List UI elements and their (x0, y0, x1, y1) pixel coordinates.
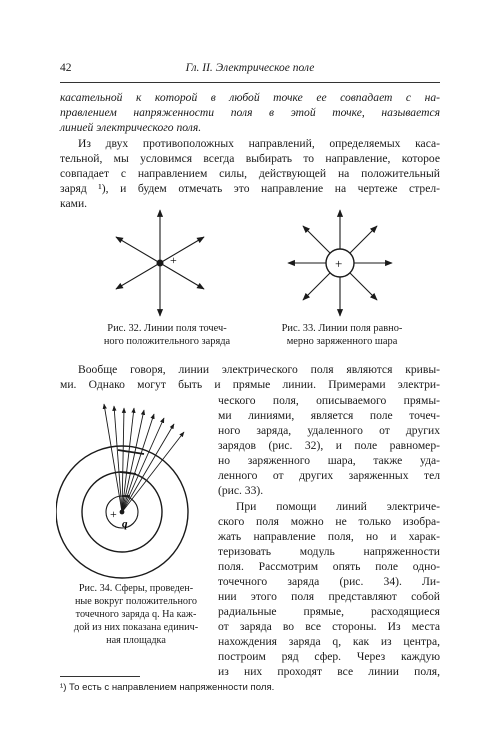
text-line: Вообще говоря, линии электрического поля являются кривы- (78, 363, 440, 376)
text-line: поля. Рассмотрим опять поле одно- (218, 560, 440, 573)
figure-32-point-charge-field (100, 208, 220, 320)
text-line: из них проходят все линии поля, (218, 665, 440, 678)
text-line: теризовать модуль напряженности (218, 545, 440, 558)
charge-sign: + (170, 253, 177, 267)
page-number: 42 (60, 62, 72, 74)
running-title: Гл. II. Электрическое поле (185, 62, 315, 74)
figure-32-caption: Рис. 32. Линии поля точеч- ного положительного заряда (103, 323, 231, 347)
text-line: При помощи линий электриче- (236, 500, 440, 513)
text-line: ми линиями, является поле точеч- (218, 409, 440, 422)
text-line: от заряда во все стороны. Из места (218, 620, 440, 633)
text-line: но заряженного шара, также уда- (218, 454, 440, 467)
text-line: правлением напряженности поля в этой точке, называется (60, 106, 440, 119)
text-line: нии этого поля представляют собой (218, 590, 440, 603)
text-line: совпадает с направлением силы, действующей на положительный (60, 167, 440, 180)
text-line: линией электрического поля. (60, 121, 202, 134)
figure-33-charged-sphere-field (280, 208, 400, 320)
text-line: тельной, мы условимся всегда выбирать то направление, которое (60, 152, 440, 165)
charge-sign: + (110, 507, 117, 521)
text-line: Из двух противоположных направлений, определяемых каса- (78, 137, 440, 150)
figure-33-caption: Рис. 33. Линии поля равно- мерно заряженного шара (281, 323, 403, 347)
footnote: ¹) То есть с направлением напряженности поля. (60, 682, 275, 693)
text-line: ного заряда, удаленного от других (218, 424, 440, 437)
text-line: ского поля можно не только изобра- (218, 515, 440, 528)
text-line: ками. (60, 197, 88, 210)
text-line: (рис. 33). (218, 484, 264, 497)
text-line: заряд ¹), и будем отмечать это направление на чертеже стрел- (60, 182, 440, 195)
footnote-rule (60, 676, 140, 677)
text-line: касательной к которой в любой точке ее совпадает с на- (60, 91, 440, 104)
text-line: жать направление поля, но и харак- (218, 530, 440, 543)
text-line: точечного заряда (рис. 34). Ли- (218, 575, 440, 588)
text-line: зарядов (рис. 32), и поле равномер- (218, 439, 440, 452)
text-line: ческого поля, описываемого прямы- (218, 394, 440, 407)
text-line: ленного от других заряженных тел (218, 469, 440, 482)
text-line: радиальные прямые, расходящиеся (218, 605, 440, 618)
charge-sign: + (335, 256, 343, 271)
text-line: ми. Однако могут быть и прямые линии. Примерами электри- (60, 378, 440, 391)
text-line: нахождения заряда q, как из центра, (218, 635, 440, 648)
figure-34-caption: Рис. 34. Сферы, проведен- ные вокруг положительного точечного заряда q. На каж- дой из них показана единич- ная площадка (73, 583, 199, 646)
charge-label: q (122, 518, 128, 530)
figure-34-spheres-around-charge (56, 400, 212, 580)
text-line: построим ряд сфер. Через каждую (218, 650, 440, 663)
header-rule (60, 82, 440, 83)
